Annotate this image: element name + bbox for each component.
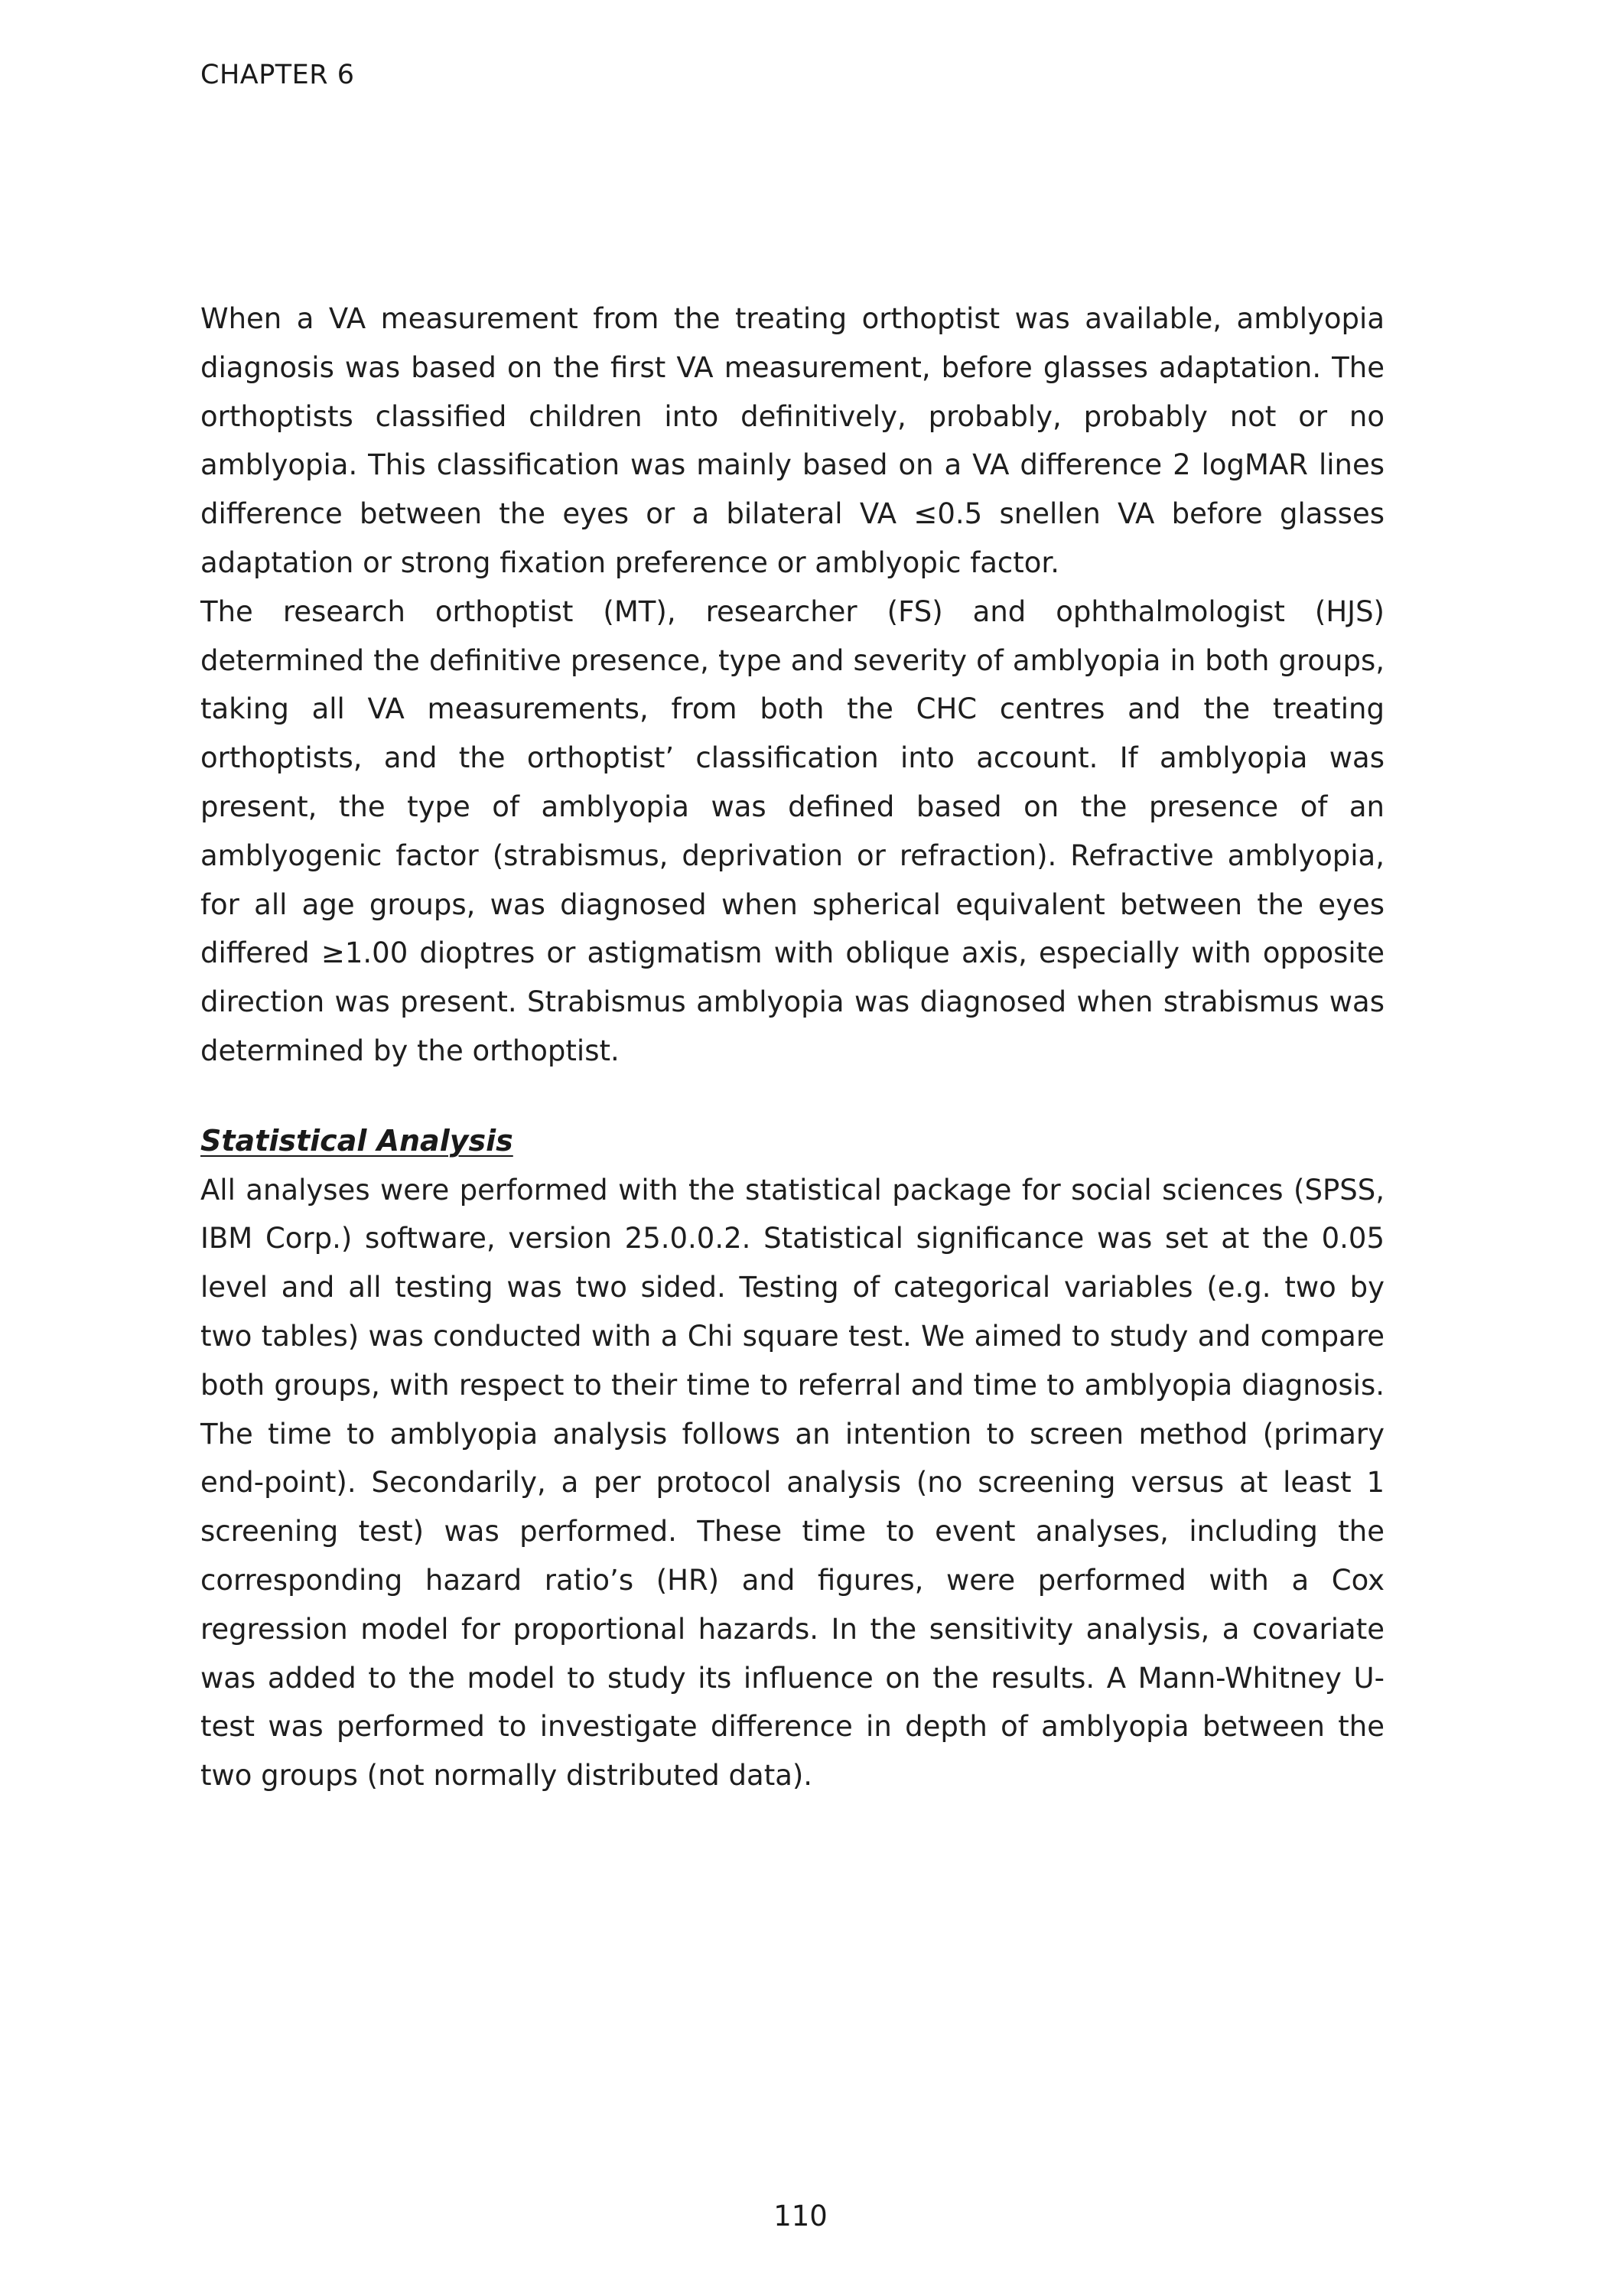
- paragraph-amblyopia-diagnosis: When a VA measurement from the treating orthoptist was available, amblyopia diagnosis was based on the first VA measurement, before glasses adaptation. The orthoptists classified children into definitively, probably, probably not or no amblyopia. This classification was mainly based on a VA difference 2 logMAR lines difference between the eyes or a bilateral VA ≤0.5 snellen VA before glasses adaptation or strong fixation preference or amblyopic factor.: [200, 302, 1385, 579]
- section-heading-statistical-analysis: Statistical Analysis: [200, 1123, 513, 1158]
- page-number: 110: [773, 2200, 828, 2232]
- running-head: CHAPTER 6: [200, 60, 355, 90]
- page-body: [200, 295, 1385, 1800]
- paragraph-amblyopia-definition: The research orthoptist (MT), researcher (FS) and ophthalmologist (HJS) determined the definitive presence, type and severity of amblyopia in both groups, taking all VA measurements, from both the CHC centres and the treating orthoptists, and the orthoptist’ classification into account. If amblyopia was present, the type of amblyopia was defined based on the presence of an amblyogenic factor (strabismus, deprivation or refraction). Refractive amblyopia, for all age groups, was diagnosed when spherical equivalent between the eyes differed ≥1.00 dioptres or astigmatism with oblique axis, especially with opposite direction was present. Strabismus amblyopia was diagnosed when strabismus was determined by the orthoptist.: [200, 594, 1385, 1067]
- paragraph-statistical-analysis: All analyses were performed with the statistical package for social sciences (SPSS, IBM Corp.) software, version 25.0.0.2. Statistical significance was set at the 0.05 level and all testing was two sided. Testing of categorical variables (e.g. two by two tables) was conducted with a Chi square test. We aimed to study and compare both groups, with respect to their time to referral and time to amblyopia diagnosis. The time to amblyopia analysis follows an intention to screen method (primary end-point). Secondarily, a per protocol analysis (no screening versus at least 1 screening test) was performed. These time to event analyses, including the corresponding hazard ratio’s (HR) and figures, were performed with a Cox regression model for proportional hazards. In the sensitivity analysis, a covariate was added to the model to study its influence on the results. A Mann-Whitney U-test was performed to investigate difference in depth of amblyopia between the two groups (not normally distributed data).: [200, 1173, 1385, 1793]
